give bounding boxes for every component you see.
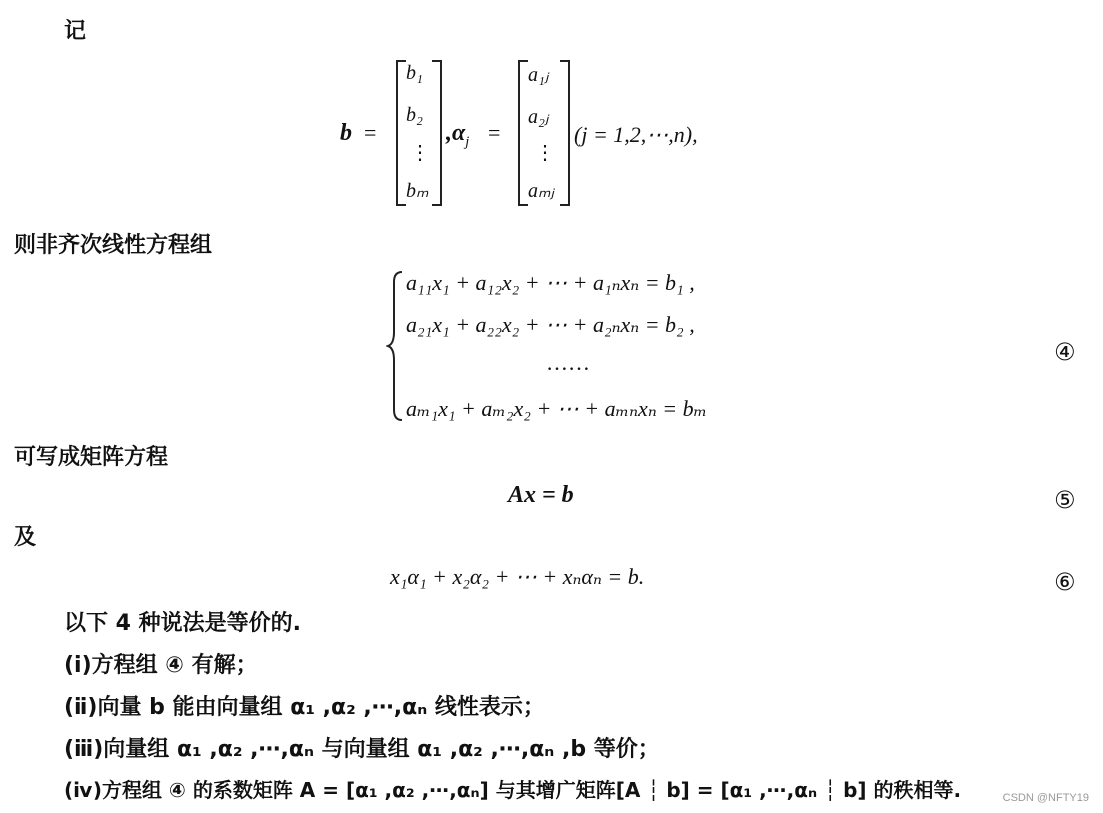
- left-brace-icon: [386, 270, 404, 422]
- alpha-column-vector: [518, 60, 570, 206]
- watermark: CSDN @NFTY19: [1002, 792, 1089, 804]
- system-row-1: a₁₁x₁ + a₁₂x₂ + ⋯ + a₁ₙxₙ = b₁ ,: [406, 270, 695, 295]
- b-label: b: [340, 120, 352, 146]
- b-entry-1: b₁: [406, 62, 423, 84]
- equation-number-6: ⑥: [1054, 568, 1076, 596]
- system-row-m: aₘ₁x₁ + aₘ₂x₂ + ⋯ + aₘₙxₙ = bₘ: [406, 396, 708, 421]
- b-column-vector: [396, 60, 442, 206]
- b-entry-m: bₘ: [406, 180, 429, 202]
- system-intro: 则非齐次线性方程组: [14, 233, 213, 258]
- alpha-label: $,\alpha_j$: [446, 120, 470, 150]
- b-entry-vdots: ⋮: [410, 142, 430, 164]
- and-word: 及: [14, 525, 37, 550]
- intro-word: 记: [64, 19, 87, 44]
- alpha-entry-m: aₘⱼ: [528, 180, 554, 202]
- system-row-ellipsis: ……: [546, 350, 590, 375]
- statement-2: (ⅱ)向量 b 能由向量组 α₁ ,α₂ ,⋯,αₙ 线性表示；: [64, 695, 545, 720]
- index-range: (j = 1,2,⋯,n),: [574, 122, 698, 147]
- matrix-equation: Ax = b: [508, 482, 574, 508]
- statement-1: (ⅰ)方程组 ④ 有解；: [64, 653, 258, 678]
- alpha-subscript: j: [465, 133, 470, 150]
- alpha-equals: =: [488, 120, 501, 145]
- equation-number-4: ④: [1054, 338, 1076, 366]
- system-row-2: a₂₁x₁ + a₂₂x₂ + ⋯ + a₂ₙxₙ = b₂ ,: [406, 312, 695, 337]
- vector-equation: x₁α₁ + x₂α₂ + ⋯ + xₙαₙ = b.: [390, 564, 645, 589]
- statement-3: (ⅲ)向量组 α₁ ,α₂ ,⋯,αₙ 与向量组 α₁ ,α₂ ,⋯,αₙ ,b 等价；: [64, 737, 660, 762]
- b-entry-2: b₂: [406, 104, 423, 126]
- statements-intro: 以下 4 种说法是等价的.: [64, 611, 301, 636]
- equation-number-5: ⑤: [1054, 486, 1076, 514]
- b-equals: =: [364, 120, 377, 145]
- alpha-entry-2: a₂ⱼ: [528, 106, 549, 128]
- alpha-entry-1: a₁ⱼ: [528, 64, 549, 86]
- statement-4: (ⅳ)方程组 ④ 的系数矩阵 A = [α₁ ,α₂ ,⋯,αₙ] 与其增广矩阵[A ┆ b] = [α₁ ,⋯,αₙ ┆ b] 的秩相等.: [64, 778, 962, 802]
- alpha-entry-vdots: ⋮: [535, 142, 555, 164]
- matrix-intro: 可写成矩阵方程: [14, 445, 169, 470]
